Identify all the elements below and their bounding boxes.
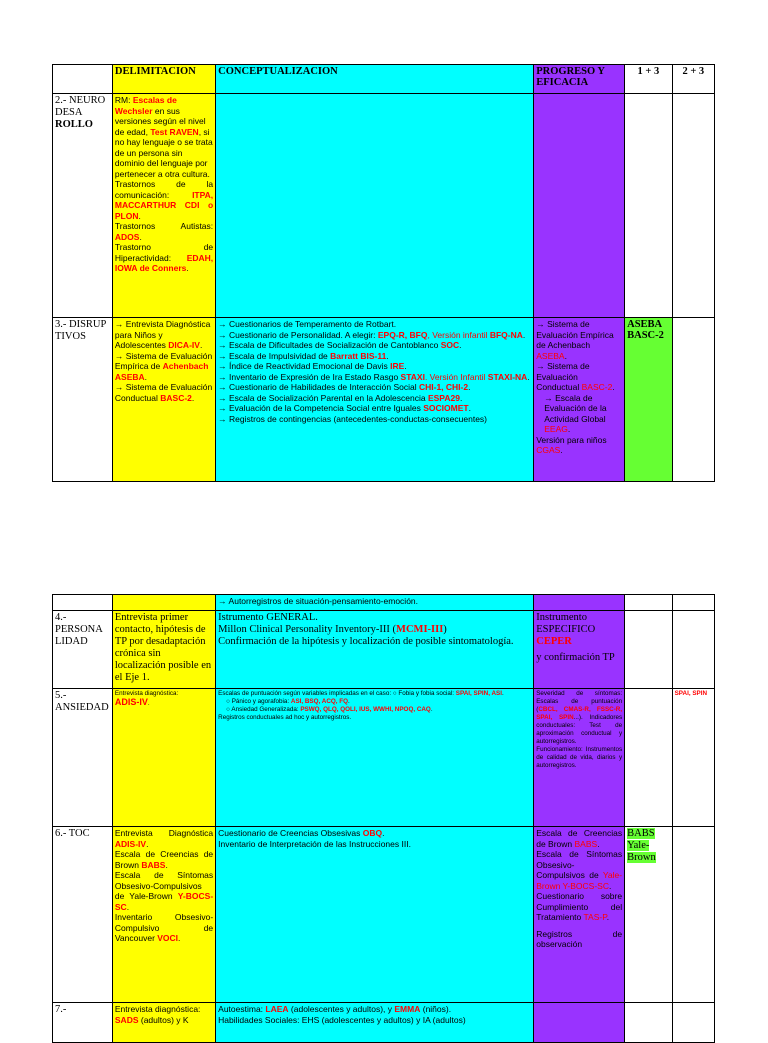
text: Trastornos Autistas: (114, 221, 214, 231)
progreso-cell: → Sistema de Evaluación Empírica de Achenbach ASEBA. → Sistema de Evaluación Conductual BASC-2. → Escala de Evaluación de la Actividad Global EEAG. Versión para niños CGAS. (534, 318, 625, 482)
test-name: ADIS-IV (114, 697, 148, 707)
text: Escala de Síntomas Obsesivo-Compulsivos de (536, 849, 623, 880)
text: Entrevista diagnóstica: (114, 690, 179, 697)
cell-1-3 (625, 611, 673, 689)
test-name: BASC-2 (581, 382, 613, 392)
conceptualizacion-cell: Escalas de puntuación según variables implicadas en el caso: ○ Fobia y fobia social: SPAI, SPIN, ASI. ○ Pánico y agorafobia: ASI, BSQ, ACQ, FQ. ○ Ansiedad Generalizada: PSWQ, QLQ, QOLI, IUS, WWHI, NPOQ, CAQ. Registros conductuales ad hoc y autorregistros. (216, 689, 534, 827)
test-name: ASI, BSQ, ACQ, FQ (290, 698, 349, 705)
text: → Cuestionario de Habilidades de Interacción Social (218, 382, 419, 392)
conceptualizacion-cell (216, 1003, 534, 1043)
text: → Escala de Socialización Parental en la Adolescencia (218, 392, 428, 403)
progreso-cell (534, 595, 625, 611)
text: → Sistema de Evaluación Empírica de (114, 350, 213, 371)
test-name: CBCL, CMAS-R, FSSC-R, SPAI, SPIN (536, 706, 623, 721)
row-label-neurodesarrollo (53, 94, 113, 318)
text: Inventario de Interpretación de las Instrucciones III. (218, 838, 411, 849)
cell-1-3 (625, 595, 673, 611)
text: → Cuestionario de Personalidad. A elegir: (218, 329, 378, 340)
table-header-row (53, 65, 715, 94)
table-row (53, 1003, 715, 1043)
text: ) (443, 624, 447, 635)
cell-2-3 (672, 318, 714, 482)
text: Habilidades Sociales: EHS (adolescentes y adultos) y IA (adultos) (218, 1014, 466, 1025)
text: → Entrevista Diagnóstica para Niños y Adolescentes (114, 319, 211, 350)
delimitacion-cell: RM: Escalas de Wechsler en sus versiones según el nivel de edad, Test RAVEN, si no hay lenguaje o se trata de un persona sin dominio del lenguaje por pertenecer a otra cultura. Trastornos de la comunicación: ITPA, MACCARTHUR CDI o PLON. Trastornos Autistas: ADOS. Trastorno de Hiperactividad: EDAH, IOWA de Conners. (112, 94, 215, 318)
table-row (53, 827, 715, 1003)
test-name: OBQ (362, 828, 383, 838)
text: Fobia y fobia social: (398, 690, 456, 697)
text: y confirmación TP (536, 652, 615, 663)
text: Trastornos de la comunicación: (114, 179, 214, 200)
cell-2-3 (672, 611, 714, 689)
cell-2-3 (672, 595, 714, 611)
cell-1-3 (625, 1003, 673, 1043)
test-name: Yale-Brown Y-BOCS-SC (536, 870, 623, 891)
test-name: LAEA (265, 1004, 289, 1014)
row-label-ansiedad: 5.- ANSIEDAD (53, 689, 113, 827)
text: BASC-2 (627, 330, 664, 341)
text: (adolescentes y adultos), y (288, 1004, 395, 1014)
text: Escalas de puntuación según variables implicadas en el caso: (218, 690, 393, 697)
cell-2-3 (672, 827, 714, 1003)
text: Severidad de síntomas: Escalas de puntuación ( (536, 690, 623, 713)
text: Entrevista Diagnóstica (114, 828, 214, 838)
text: Autoestima: (218, 1004, 266, 1014)
text: → Sistema de Evaluación Empírica de Achenbach (536, 319, 614, 350)
text: Versión para niños (536, 434, 607, 445)
test-name: BASC-2 (160, 392, 192, 403)
conceptualizacion-cell: → Cuestionarios de Temperamento de Rotbart. → Cuestionario de Personalidad. A elegir: EPQ-R, BFQ, Versión infantil BFQ-NA. → Escala de Dificultades de Socialización de Cantoblanco SOC. → Escala de Impulsividad de Barratt BIS-11. → Índice de Reactividad Emocional de Davis IRE. → Inventario de Expresión de Ira Estado Rasgo STAXI. Versión Infantil STAXI-NA. → Cuestionario de Habilidades de Interacción Social CHI-1, CHI-2. → Escala de Socialización Parental en la Adolescencia ESPA29. → Evaluación de la Competencia Social entre Iguales SOCIOMET. → Registros de contingencias (antecedentes-conductas-consecuentes) (216, 318, 534, 482)
conceptualizacion-cell (216, 611, 534, 689)
test-name: ADIS-IV (114, 838, 147, 849)
progreso-cell (534, 1003, 625, 1043)
test-name: BABS (574, 838, 598, 849)
text: , si no hay lenguaje o se trata de un persona sin dominio del lenguaje por pertenecer a otra cultura. (114, 126, 213, 179)
cell-1-3 (625, 827, 673, 1003)
text: → Cuestionarios de Temperamento de Rotbart. (218, 319, 397, 329)
test-name: ITPA, MACCARTHUR CDI o PLON (114, 189, 214, 221)
delimitacion-cell: Entrevista diagnóstica: ADIS-IV. (112, 689, 215, 827)
header-delimitacion: DELIMITACION (112, 65, 215, 94)
assessment-table-1 (52, 64, 715, 482)
text: ...). Indicadores conductuales: Test de aproximación conductual y autorregistros. Funcionamiento: Instrumentos de calidad de vida, diarios y autorregistros. (536, 714, 623, 769)
header-2-3: 2 + 3 (672, 65, 714, 94)
cell-1-3-highlight (625, 318, 673, 482)
text: , Versión infantil (427, 329, 490, 340)
test-name: SOC (440, 340, 460, 350)
test-name: STAXI (400, 371, 425, 382)
test-name: CGAS (536, 445, 561, 455)
text: Confirmación de la hipótesis y localización de posible sintomatología. (218, 636, 514, 647)
test-name: CHI-1, CHI-2 (418, 382, 469, 392)
table-row (53, 689, 715, 827)
row-label-text: 2.- NEURO DESA (55, 95, 106, 118)
test-name: BFQ-NA (489, 329, 523, 340)
cell (53, 595, 113, 611)
text: Pánico y agorafobia: (231, 698, 291, 705)
text: → Escala de Dificultades de Socialización de Cantoblanco (218, 340, 441, 350)
test-name: VOCI (157, 933, 179, 943)
text: → Registros de contingencias (antecedentes-conductas-consecuentes) (218, 413, 488, 424)
text: Inventario Obsesivo-Compulsivo de Vancouver (114, 912, 214, 943)
delimitacion-cell: Entrevista Diagnóstica ADIS-IV. Escala de Creencias de Brown BABS. Escala de Síntomas Obsesivo-Compulsivos de Yale-Brown Y-BOCS-SC. Inventario Obsesivo-Compulsivo de Vancouver VOCI. (112, 827, 215, 1003)
test-name: MCMI-III (396, 624, 444, 635)
text: Escala de Creencias de Brown (114, 849, 214, 870)
conceptualizacion-cell: → Autorregistros de situación-pensamiento-emoción. (216, 595, 534, 611)
text: Registros conductuales ad hoc y autorregistros. (218, 714, 352, 721)
text: → Sistema de Evaluación Conductual (114, 382, 213, 403)
row-label-personalidad: 4.- PERSONA LIDAD (53, 611, 113, 689)
progreso-cell (534, 94, 625, 318)
progreso-cell (534, 689, 625, 827)
text: → Inventario de Expresión de Ira Estado Rasgo (218, 371, 401, 382)
delimitacion-cell (112, 1003, 215, 1043)
test-name: EMMA (394, 1004, 421, 1014)
text: en sus versiones según el nivel de edad, (114, 105, 206, 137)
test-name: ASEBA (114, 371, 145, 382)
delimitacion-cell (112, 595, 215, 611)
assessment-table-2 (52, 594, 715, 1043)
test-name: SADS (114, 1014, 139, 1025)
cell-2-3: SPAI, SPIN (672, 689, 714, 827)
text: Ansiedad Generalizada: (231, 706, 301, 713)
test-name: Test RAVEN (150, 126, 199, 137)
test-name: Y-BOCS-SC (114, 891, 214, 912)
header-conceptualizacion: CONCEPTUALIZACION (216, 65, 534, 94)
header-blank (53, 65, 113, 94)
progreso-cell: Escala de Creencias de Brown BABS. Escala de Síntomas Obsesivo-Compulsivos de Yale-Brown Y-BOCS-SC. Cuestionario sobre Cumplimiento del Tratamiento TAS-P. Registros de observación (534, 827, 625, 1003)
text: → Evaluación de la Competencia Social entre Iguales (218, 403, 424, 413)
test-name: ADOS (114, 231, 140, 242)
text: Escala de Creencias de Brown (536, 828, 623, 849)
test-name: Barratt BIS-11 (330, 350, 387, 361)
test-name: PSWQ, QLQ, QOLI, IUS, WWHI, NPOQ, CAQ (300, 706, 431, 713)
text: ASEBA (627, 319, 663, 330)
test-name: SPAI, SPIN, ASI (455, 690, 502, 697)
text: Cuestionario de Creencias Obsesivas (218, 828, 363, 838)
cell-2-3 (672, 1003, 714, 1043)
cell-1-3 (625, 689, 673, 827)
cell-2-3 (672, 94, 714, 318)
table-row (53, 318, 715, 482)
test-name: EDAH, IOWA de Conners (114, 252, 214, 273)
header-1-3: 1 + 3 (625, 65, 673, 94)
delimitacion-cell: Entrevista primer contacto, hipótesis de TP por desadaptación crónica sin localización posible en el Eje 1. (112, 611, 215, 689)
test-name: Escalas de Wechsler (114, 95, 177, 116)
cell-1-3 (625, 94, 673, 318)
text: Trastorno de Hiperactividad: (114, 242, 214, 263)
table-row (53, 611, 715, 689)
text: Cuestionario sobre Cumplimiento del Tratamiento (536, 891, 623, 922)
row-label-text-bold: ROLLO (55, 119, 93, 130)
text: → Sistema de Evaluación Conductual (536, 361, 590, 392)
test-name: EPQ-R, BFQ (377, 329, 428, 340)
test-name: STAXI-NA (487, 371, 528, 382)
test-name: ESPA29 (427, 392, 460, 403)
text: Escala de Síntomas Obsesivo-Compulsivos de Yale-Brown (114, 870, 214, 901)
text: → Escala de Evaluación de la Actividad Global (544, 392, 607, 424)
progreso-cell (534, 611, 625, 689)
test-name: CEPER (536, 636, 572, 647)
highlight-text: BABS Yale-Brown (627, 828, 656, 863)
conceptualizacion-cell: Cuestionario de Creencias Obsesivas OBQ. Inventario de Interpretación de las Instrucciones III. (216, 827, 534, 1003)
test-name: BABS (141, 859, 166, 870)
table-row (53, 94, 715, 318)
text: Registros de observación (536, 928, 623, 949)
row-label-toc: 6.- TOC (53, 827, 113, 1003)
text: Instrumento ESPECIFICO (536, 612, 596, 635)
test-name: DICA-IV (168, 340, 200, 350)
test-name: SOCIOMET (423, 403, 469, 413)
header-progreso: PROGRESO Y EFICACIA (534, 65, 625, 94)
row-label-disruptivos: 3.- DISRUP TIVOS (53, 318, 113, 482)
text: Entrevista diagnóstica: (114, 1004, 201, 1014)
text: → Escala de Impulsividad de (218, 350, 331, 361)
text: (niños). (420, 1004, 452, 1014)
text: Millon Clinical Personality Inventory-III ( (218, 624, 397, 635)
test-name: EEAG (544, 424, 568, 434)
text: (adultos) y K (138, 1014, 189, 1025)
text: → Índice de Reactividad Emocional de Davis (218, 361, 391, 371)
row-label-7: 7.- (53, 1003, 113, 1043)
text: Istrumento GENERAL. (218, 612, 318, 623)
text: . Versión Infantil (424, 371, 488, 382)
test-name: TAS-P (583, 912, 607, 922)
test-name: ASEBA (536, 350, 565, 361)
delimitacion-cell: → Entrevista Diagnóstica para Niños y Adolescentes DICA-IV. → Sistema de Evaluación Empírica de Achenbach ASEBA. → Sistema de Evaluación Conductual BASC-2. (112, 318, 215, 482)
test-name: IRE (390, 361, 405, 371)
table-row (53, 595, 715, 611)
test-name: Achenbach (162, 361, 209, 371)
text: RM: (114, 95, 133, 105)
conceptualizacion-cell (216, 94, 534, 318)
